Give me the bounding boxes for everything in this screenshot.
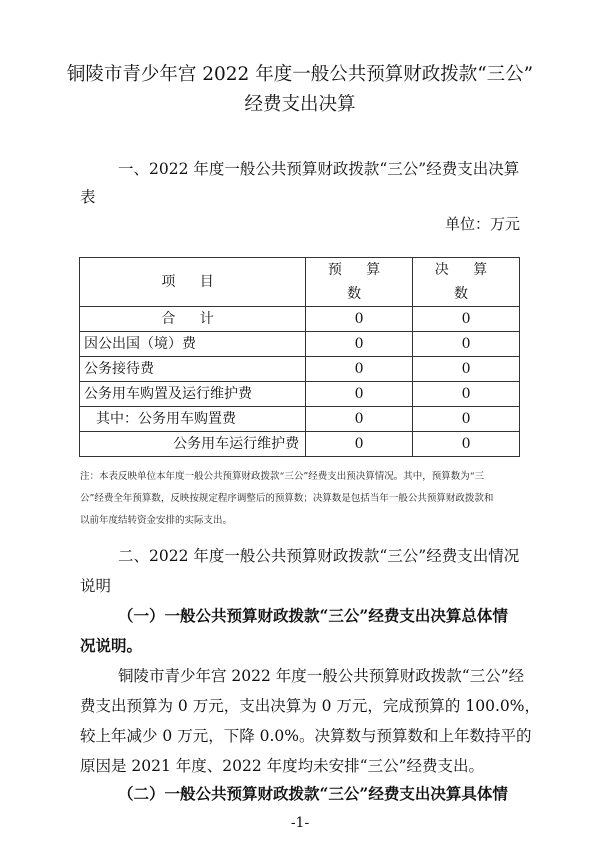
row-actual: 0 [413, 382, 520, 407]
body-paragraph-line4: 原因是 2021 年度、2022 年度均未安排“三公”经费支出。 [80, 757, 485, 775]
body-paragraph-line2: 费支出预算为 0 万元，支出决算为 0 万元，完成预算的 100.0%， [80, 697, 540, 715]
row-actual: 0 [413, 307, 520, 332]
row-budget: 0 [306, 432, 413, 457]
row-actual: 0 [413, 332, 520, 357]
document-title-line1: 铜陵市青少年宫 2022 年度一般公共预算财政拨款“三公” [66, 64, 534, 85]
row-budget: 0 [306, 382, 413, 407]
row-item: 公务接待费 [80, 357, 306, 382]
header-budget: 预 算 数 [306, 258, 413, 307]
section1-heading-line2: 表 [80, 188, 96, 206]
document-title-line2: 经费支出决算 [244, 94, 356, 115]
subsection2-heading-line1: （二）一般公共预算财政拨款“三公”经费支出决算具体情 [118, 784, 508, 803]
row-budget: 0 [306, 307, 413, 332]
row-actual: 0 [413, 432, 520, 457]
row-actual: 0 [413, 407, 520, 432]
row-item: 因公出国（境）费 [80, 332, 306, 357]
table-note-line1: 注：本表反映单位本年度一般公共预算财政拨款“三公”经费支出预决算情况。其中，预算数为“三 [80, 471, 485, 482]
row-item: 其中：公务用车购置费 [80, 407, 306, 432]
section2-heading-line2: 说明 [80, 577, 112, 595]
row-actual: 0 [413, 357, 520, 382]
row-budget: 0 [306, 332, 413, 357]
row-item: 公务用车运行维护费 [80, 432, 306, 457]
header-item: 项 目 [80, 258, 306, 307]
unit-label: 单位：万元 [444, 215, 520, 233]
row-budget: 0 [306, 357, 413, 382]
row-item: 合 计 [80, 307, 306, 332]
table-row [80, 432, 520, 457]
header-actual: 决 算 数 [413, 258, 520, 307]
table-note-line2: 公”经费全年预算数，反映按规定程序调整后的预算数；决算数是包括当年一般公共预算财政拨款和 [80, 493, 494, 504]
section2-heading-line1: 二、2022 年度一般公共预算财政拨款“三公”经费支出情况 [118, 547, 520, 565]
subsection1-heading-line1: （一）一般公共预算财政拨款“三公”经费支出决算总体情 [118, 606, 508, 625]
table-note-line3: 以前年度结转资金安排的实际支出。 [80, 515, 233, 526]
page-number: -1- [290, 815, 310, 831]
table-row [80, 332, 520, 357]
table-row [80, 357, 520, 382]
body-paragraph-line1: 铜陵市青少年宫 2022 年度一般公共预算财政拨款“三公”经 [118, 667, 525, 685]
body-paragraph-line3: 较上年减少 0 万元，下降 0.0%。决算数与预算数和上年数持平的 [80, 727, 532, 745]
section1-heading-line1: 一、2022 年度一般公共预算财政拨款“三公”经费支出决算 [118, 160, 520, 178]
row-budget: 0 [306, 407, 413, 432]
table-row [80, 307, 520, 332]
subsection1-heading-line2: 况说明。 [80, 636, 143, 655]
expenditure-table [79, 257, 520, 457]
table-header-row [80, 258, 520, 307]
table-row [80, 382, 520, 407]
row-item: 公务用车购置及运行维护费 [80, 382, 306, 407]
table-row [80, 407, 520, 432]
